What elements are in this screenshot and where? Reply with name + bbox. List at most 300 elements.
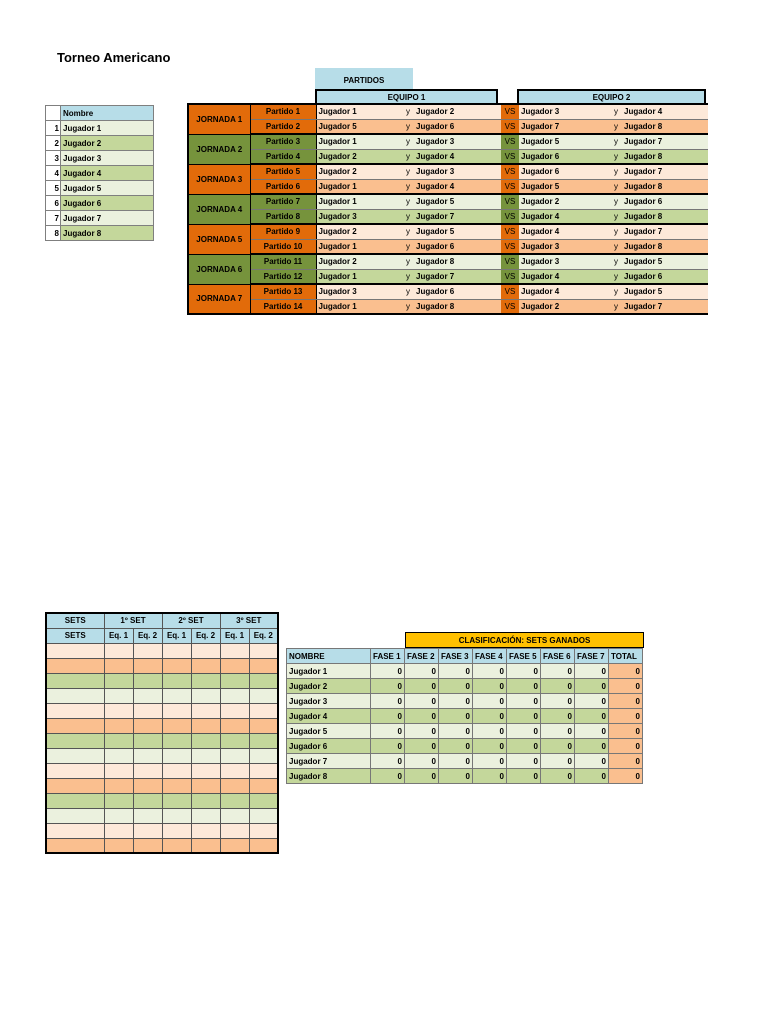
sets-score-row [46, 748, 278, 763]
team2-player2-cell[interactable]: Jugador 8 [622, 239, 708, 254]
total-sets-cell: 0 [609, 694, 643, 709]
team2-player1-cell[interactable]: Jugador 3 [519, 239, 610, 254]
set-score-cell[interactable] [191, 643, 220, 658]
team1-player2-cell[interactable]: Jugador 4 [414, 179, 501, 194]
y-separator: y [402, 209, 414, 224]
match-row [188, 209, 708, 224]
set-score-cell[interactable] [133, 688, 162, 703]
set-score-cell[interactable] [220, 823, 249, 838]
set-score-cell[interactable] [162, 748, 191, 763]
set-score-cell[interactable] [104, 808, 133, 823]
set-score-cell[interactable] [46, 838, 104, 853]
match-row [188, 194, 708, 209]
player-name-cell[interactable]: Jugador 7 [61, 211, 154, 226]
set-score-cell[interactable] [162, 808, 191, 823]
set-score-cell[interactable] [220, 688, 249, 703]
set-score-cell[interactable] [104, 793, 133, 808]
team1-player2-cell[interactable]: Jugador 6 [414, 284, 501, 299]
set-score-cell[interactable] [220, 778, 249, 793]
set-score-cell[interactable] [104, 838, 133, 853]
set-score-cell[interactable] [191, 673, 220, 688]
match-schedule-table [187, 103, 708, 315]
sets-score-row [46, 673, 278, 688]
set-score-cell[interactable] [133, 703, 162, 718]
y-separator: y [610, 134, 622, 149]
player-name-cell[interactable]: Jugador 8 [61, 226, 154, 241]
clasificacion-row [287, 754, 643, 769]
team2-player1-cell[interactable]: Jugador 3 [519, 254, 610, 269]
team1-player2-cell[interactable]: Jugador 8 [414, 299, 501, 314]
player-name-cell[interactable]: Jugador 1 [61, 121, 154, 136]
fase-sets-cell: 0 [371, 709, 405, 724]
team2-player2-cell[interactable]: Jugador 6 [622, 194, 708, 209]
vs-label: VS [501, 254, 519, 269]
set-score-cell[interactable] [191, 793, 220, 808]
team2-player2-cell[interactable]: Jugador 7 [622, 134, 708, 149]
fase-sets-cell: 0 [507, 679, 541, 694]
partido-label: Partido 1 [250, 104, 316, 119]
set-score-cell[interactable] [162, 673, 191, 688]
set-score-cell[interactable] [104, 748, 133, 763]
y-separator: y [610, 284, 622, 299]
set-score-cell[interactable] [133, 778, 162, 793]
y-separator: y [402, 299, 414, 314]
set-score-cell[interactable] [46, 673, 104, 688]
team2-player1-cell[interactable]: Jugador 2 [519, 299, 610, 314]
fase-sets-cell: 0 [575, 769, 609, 784]
set-score-cell[interactable] [220, 763, 249, 778]
sets-score-row [46, 808, 278, 823]
match-row [188, 224, 708, 239]
team1-player1-cell[interactable]: Jugador 1 [316, 299, 402, 314]
set-score-cell[interactable] [104, 673, 133, 688]
sets-score-row [46, 703, 278, 718]
set-score-cell[interactable] [249, 823, 278, 838]
total-sets-cell: 0 [609, 739, 643, 754]
set-score-cell[interactable] [104, 733, 133, 748]
team1-player2-cell[interactable]: Jugador 6 [414, 239, 501, 254]
fase-sets-cell: 0 [473, 709, 507, 724]
team2-player2-cell[interactable]: Jugador 5 [622, 254, 708, 269]
vs-label: VS [501, 104, 519, 119]
set-score-cell[interactable] [46, 688, 104, 703]
sets-score-row [46, 733, 278, 748]
set-score-cell[interactable] [249, 763, 278, 778]
fase-sets-cell: 0 [541, 694, 575, 709]
team1-player1-cell[interactable]: Jugador 3 [316, 209, 402, 224]
fase-sets-cell: 0 [439, 724, 473, 739]
team2-player1-cell[interactable]: Jugador 4 [519, 209, 610, 224]
partido-label: Partido 8 [250, 209, 316, 224]
vs-label: VS [501, 149, 519, 164]
sets-header-row-1 [46, 613, 278, 628]
total-sets-cell: 0 [609, 724, 643, 739]
set-score-cell[interactable] [46, 763, 104, 778]
set-score-cell[interactable] [46, 823, 104, 838]
set-score-cell[interactable] [162, 838, 191, 853]
sets-score-row [46, 688, 278, 703]
fase-sets-cell: 0 [473, 724, 507, 739]
set-score-cell[interactable] [133, 643, 162, 658]
set-score-cell[interactable] [220, 808, 249, 823]
set-score-cell[interactable] [191, 703, 220, 718]
team2-player1-cell[interactable]: Jugador 7 [519, 119, 610, 134]
match-row [188, 254, 708, 269]
clasificacion-row [287, 769, 643, 784]
clasificacion-title: CLASIFICACIÓN: SETS GANADOS [405, 632, 644, 648]
sets-score-row [46, 838, 278, 853]
team2-player2-cell[interactable]: Jugador 5 [622, 284, 708, 299]
fase-sets-cell: 0 [507, 724, 541, 739]
team1-player1-cell[interactable]: Jugador 3 [316, 284, 402, 299]
set-score-cell[interactable] [133, 658, 162, 673]
set-score-cell[interactable] [162, 823, 191, 838]
set-score-cell[interactable] [220, 733, 249, 748]
set-score-cell[interactable] [220, 793, 249, 808]
team1-player1-cell[interactable]: Jugador 5 [316, 119, 402, 134]
set-score-cell[interactable] [191, 688, 220, 703]
vs-label: VS [501, 134, 519, 149]
partido-label: Partido 11 [250, 254, 316, 269]
total-sets-cell: 0 [609, 709, 643, 724]
vs-label: VS [501, 119, 519, 134]
team2-player2-cell[interactable]: Jugador 7 [622, 299, 708, 314]
team2-player2-cell[interactable]: Jugador 7 [622, 224, 708, 239]
y-separator: y [402, 119, 414, 134]
set-score-cell[interactable] [220, 718, 249, 733]
player-row [46, 211, 154, 226]
set-score-cell[interactable] [46, 748, 104, 763]
set-score-cell[interactable] [249, 748, 278, 763]
set-score-cell[interactable] [162, 688, 191, 703]
set-score-cell[interactable] [220, 643, 249, 658]
player-name-cell[interactable]: Jugador 6 [61, 196, 154, 211]
sets-table [45, 612, 279, 854]
clasificacion-header-cell: NOMBRE [287, 649, 371, 664]
page-title: Torneo Americano [57, 50, 171, 65]
match-row [188, 164, 708, 179]
set-score-cell[interactable] [191, 658, 220, 673]
fase-sets-cell: 0 [541, 769, 575, 784]
vs-label: VS [501, 164, 519, 179]
set-score-cell[interactable] [249, 838, 278, 853]
set-score-cell[interactable] [46, 778, 104, 793]
player-row [46, 151, 154, 166]
team1-player2-cell[interactable]: Jugador 3 [414, 134, 501, 149]
fase-sets-cell: 0 [439, 769, 473, 784]
player-number: 7 [46, 211, 61, 226]
team1-player1-cell[interactable]: Jugador 2 [316, 254, 402, 269]
set-score-cell[interactable] [220, 838, 249, 853]
y-separator: y [402, 239, 414, 254]
set-score-cell[interactable] [162, 733, 191, 748]
set-score-cell[interactable] [104, 688, 133, 703]
team1-player1-cell[interactable]: Jugador 1 [316, 134, 402, 149]
jornada-label: JORNADA 4 [188, 194, 250, 224]
vs-label: VS [501, 269, 519, 284]
fase-sets-cell: 0 [371, 694, 405, 709]
y-separator: y [402, 254, 414, 269]
clasificacion-header-cell: FASE 6 [541, 649, 575, 664]
team1-player2-cell[interactable]: Jugador 4 [414, 149, 501, 164]
set-score-cell[interactable] [46, 643, 104, 658]
set-score-cell[interactable] [104, 778, 133, 793]
set-score-cell[interactable] [46, 718, 104, 733]
clasificacion-player-name: Jugador 2 [287, 679, 371, 694]
clasificacion-player-name: Jugador 3 [287, 694, 371, 709]
team1-player2-cell[interactable]: Jugador 5 [414, 194, 501, 209]
team1-player2-cell[interactable]: Jugador 7 [414, 209, 501, 224]
sets-header-row-2 [46, 628, 278, 643]
team2-player1-cell[interactable]: Jugador 4 [519, 224, 610, 239]
set-score-cell[interactable] [104, 718, 133, 733]
team2-player2-cell[interactable]: Jugador 8 [622, 179, 708, 194]
sets-subheader-cell: Eq. 2 [191, 628, 220, 643]
match-row [188, 119, 708, 134]
team2-player1-cell[interactable]: Jugador 6 [519, 164, 610, 179]
set-score-cell[interactable] [191, 838, 220, 853]
vs-label: VS [501, 299, 519, 314]
set-score-cell[interactable] [191, 718, 220, 733]
vs-label: VS [501, 179, 519, 194]
set-score-cell[interactable] [133, 838, 162, 853]
player-number: 4 [46, 166, 61, 181]
set-score-cell[interactable] [191, 823, 220, 838]
fase-sets-cell: 0 [473, 694, 507, 709]
fase-sets-cell: 0 [473, 739, 507, 754]
sets-subheader-cell: SETS [46, 628, 104, 643]
clasificacion-player-name: Jugador 1 [287, 664, 371, 679]
player-row [46, 166, 154, 181]
set-score-cell[interactable] [104, 823, 133, 838]
set-score-cell[interactable] [133, 748, 162, 763]
set-score-cell[interactable] [104, 763, 133, 778]
team2-player1-cell[interactable]: Jugador 5 [519, 134, 610, 149]
team1-player2-cell[interactable]: Jugador 6 [414, 119, 501, 134]
set-score-cell[interactable] [220, 703, 249, 718]
team2-player2-cell[interactable]: Jugador 8 [622, 149, 708, 164]
fase-sets-cell: 0 [405, 709, 439, 724]
clasificacion-row [287, 679, 643, 694]
set-score-cell[interactable] [46, 793, 104, 808]
team2-player2-cell[interactable]: Jugador 6 [622, 269, 708, 284]
set-score-cell[interactable] [162, 778, 191, 793]
set-score-cell[interactable] [133, 733, 162, 748]
y-separator: y [402, 194, 414, 209]
fase-sets-cell: 0 [507, 769, 541, 784]
set-score-cell[interactable] [220, 748, 249, 763]
y-separator: y [402, 224, 414, 239]
set-score-cell[interactable] [46, 733, 104, 748]
fase-sets-cell: 0 [541, 739, 575, 754]
set-score-cell[interactable] [104, 643, 133, 658]
y-separator: y [610, 209, 622, 224]
sets-header-cell: 1º SET [104, 613, 162, 628]
set-score-cell[interactable] [249, 733, 278, 748]
team1-player1-cell[interactable]: Jugador 1 [316, 269, 402, 284]
team1-player1-cell[interactable]: Jugador 1 [316, 104, 402, 119]
fase-sets-cell: 0 [541, 679, 575, 694]
jornada-label: JORNADA 7 [188, 284, 250, 314]
set-score-cell[interactable] [133, 793, 162, 808]
equipo-2-header: EQUIPO 2 [517, 89, 706, 103]
player-list-header: Nombre [61, 106, 154, 121]
set-score-cell[interactable] [133, 808, 162, 823]
set-score-cell[interactable] [191, 748, 220, 763]
player-list-header-row [46, 106, 154, 121]
team1-player2-cell[interactable]: Jugador 3 [414, 164, 501, 179]
set-score-cell[interactable] [133, 718, 162, 733]
set-score-cell[interactable] [249, 658, 278, 673]
match-row [188, 104, 708, 119]
partido-label: Partido 4 [250, 149, 316, 164]
player-row [46, 196, 154, 211]
set-score-cell[interactable] [133, 823, 162, 838]
player-name-cell[interactable]: Jugador 5 [61, 181, 154, 196]
sets-score-row [46, 643, 278, 658]
sets-header-cell: 3º SET [220, 613, 278, 628]
jornada-label: JORNADA 3 [188, 164, 250, 194]
fase-sets-cell: 0 [371, 769, 405, 784]
player-number: 3 [46, 151, 61, 166]
fase-sets-cell: 0 [473, 754, 507, 769]
team1-player1-cell[interactable]: Jugador 1 [316, 239, 402, 254]
set-score-cell[interactable] [220, 673, 249, 688]
y-separator: y [610, 149, 622, 164]
set-score-cell[interactable] [133, 763, 162, 778]
clasificacion-header-row [287, 649, 643, 664]
fase-sets-cell: 0 [507, 709, 541, 724]
y-separator: y [402, 104, 414, 119]
set-score-cell[interactable] [249, 718, 278, 733]
player-number: 8 [46, 226, 61, 241]
team2-player2-cell[interactable]: Jugador 8 [622, 119, 708, 134]
team1-player1-cell[interactable]: Jugador 1 [316, 179, 402, 194]
set-score-cell[interactable] [162, 718, 191, 733]
clasificacion-player-name: Jugador 6 [287, 739, 371, 754]
team1-player2-cell[interactable]: Jugador 8 [414, 254, 501, 269]
equipo-1-header: EQUIPO 1 [315, 89, 498, 103]
y-separator: y [610, 239, 622, 254]
set-score-cell[interactable] [249, 703, 278, 718]
team2-player1-cell[interactable]: Jugador 3 [519, 104, 610, 119]
set-score-cell[interactable] [162, 763, 191, 778]
clasificacion-header-cell: FASE 5 [507, 649, 541, 664]
match-row [188, 179, 708, 194]
match-row [188, 299, 708, 314]
set-score-cell[interactable] [162, 793, 191, 808]
fase-sets-cell: 0 [575, 724, 609, 739]
team2-player1-cell[interactable]: Jugador 2 [519, 194, 610, 209]
team1-player1-cell[interactable]: Jugador 1 [316, 194, 402, 209]
set-score-cell[interactable] [249, 793, 278, 808]
jornada-label: JORNADA 5 [188, 224, 250, 254]
team1-player1-cell[interactable]: Jugador 2 [316, 224, 402, 239]
team1-player1-cell[interactable]: Jugador 2 [316, 149, 402, 164]
sets-subheader-cell: Eq. 1 [220, 628, 249, 643]
player-number: 5 [46, 181, 61, 196]
match-row [188, 284, 708, 299]
total-sets-cell: 0 [609, 679, 643, 694]
fase-sets-cell: 0 [439, 754, 473, 769]
fase-sets-cell: 0 [405, 694, 439, 709]
fase-sets-cell: 0 [371, 754, 405, 769]
team1-player2-cell[interactable]: Jugador 5 [414, 224, 501, 239]
set-score-cell[interactable] [249, 673, 278, 688]
fase-sets-cell: 0 [575, 709, 609, 724]
set-score-cell[interactable] [162, 658, 191, 673]
set-score-cell[interactable] [133, 673, 162, 688]
fase-sets-cell: 0 [371, 724, 405, 739]
vs-label: VS [501, 239, 519, 254]
set-score-cell[interactable] [249, 688, 278, 703]
set-score-cell[interactable] [191, 778, 220, 793]
set-score-cell[interactable] [249, 778, 278, 793]
set-score-cell[interactable] [162, 643, 191, 658]
set-score-cell[interactable] [249, 808, 278, 823]
match-row [188, 134, 708, 149]
team2-player2-cell[interactable]: Jugador 8 [622, 209, 708, 224]
player-row [46, 136, 154, 151]
team2-player1-cell[interactable]: Jugador 6 [519, 149, 610, 164]
sets-subheader-cell: Eq. 2 [133, 628, 162, 643]
fase-sets-cell: 0 [405, 664, 439, 679]
set-score-cell[interactable] [104, 703, 133, 718]
sets-score-row [46, 823, 278, 838]
fase-sets-cell: 0 [439, 679, 473, 694]
team1-player2-cell[interactable]: Jugador 7 [414, 269, 501, 284]
player-name-cell[interactable]: Jugador 4 [61, 166, 154, 181]
fase-sets-cell: 0 [575, 679, 609, 694]
y-separator: y [610, 224, 622, 239]
team2-player2-cell[interactable]: Jugador 7 [622, 164, 708, 179]
match-row [188, 149, 708, 164]
partido-label: Partido 2 [250, 119, 316, 134]
team2-player1-cell[interactable]: Jugador 4 [519, 269, 610, 284]
team2-player1-cell[interactable]: Jugador 5 [519, 179, 610, 194]
team2-player2-cell[interactable]: Jugador 4 [622, 104, 708, 119]
y-separator: y [402, 134, 414, 149]
clasificacion-row [287, 709, 643, 724]
set-score-cell[interactable] [46, 658, 104, 673]
y-separator: y [610, 164, 622, 179]
team1-player2-cell[interactable]: Jugador 2 [414, 104, 501, 119]
team2-player1-cell[interactable]: Jugador 4 [519, 284, 610, 299]
set-score-cell[interactable] [220, 658, 249, 673]
fase-sets-cell: 0 [541, 724, 575, 739]
player-name-cell[interactable]: Jugador 3 [61, 151, 154, 166]
set-score-cell[interactable] [191, 733, 220, 748]
fase-sets-cell: 0 [439, 739, 473, 754]
set-score-cell[interactable] [191, 808, 220, 823]
set-score-cell[interactable] [104, 658, 133, 673]
set-score-cell[interactable] [191, 763, 220, 778]
set-score-cell[interactable] [162, 703, 191, 718]
fase-sets-cell: 0 [541, 709, 575, 724]
clasificacion-player-name: Jugador 7 [287, 754, 371, 769]
y-separator: y [610, 269, 622, 284]
partido-label: Partido 5 [250, 164, 316, 179]
team1-player1-cell[interactable]: Jugador 2 [316, 164, 402, 179]
jornada-label: JORNADA 2 [188, 134, 250, 164]
set-score-cell[interactable] [46, 808, 104, 823]
clasificacion-table [286, 648, 643, 784]
partido-label: Partido 10 [250, 239, 316, 254]
player-name-cell[interactable]: Jugador 2 [61, 136, 154, 151]
set-score-cell[interactable] [249, 643, 278, 658]
vs-label: VS [501, 284, 519, 299]
set-score-cell[interactable] [46, 703, 104, 718]
